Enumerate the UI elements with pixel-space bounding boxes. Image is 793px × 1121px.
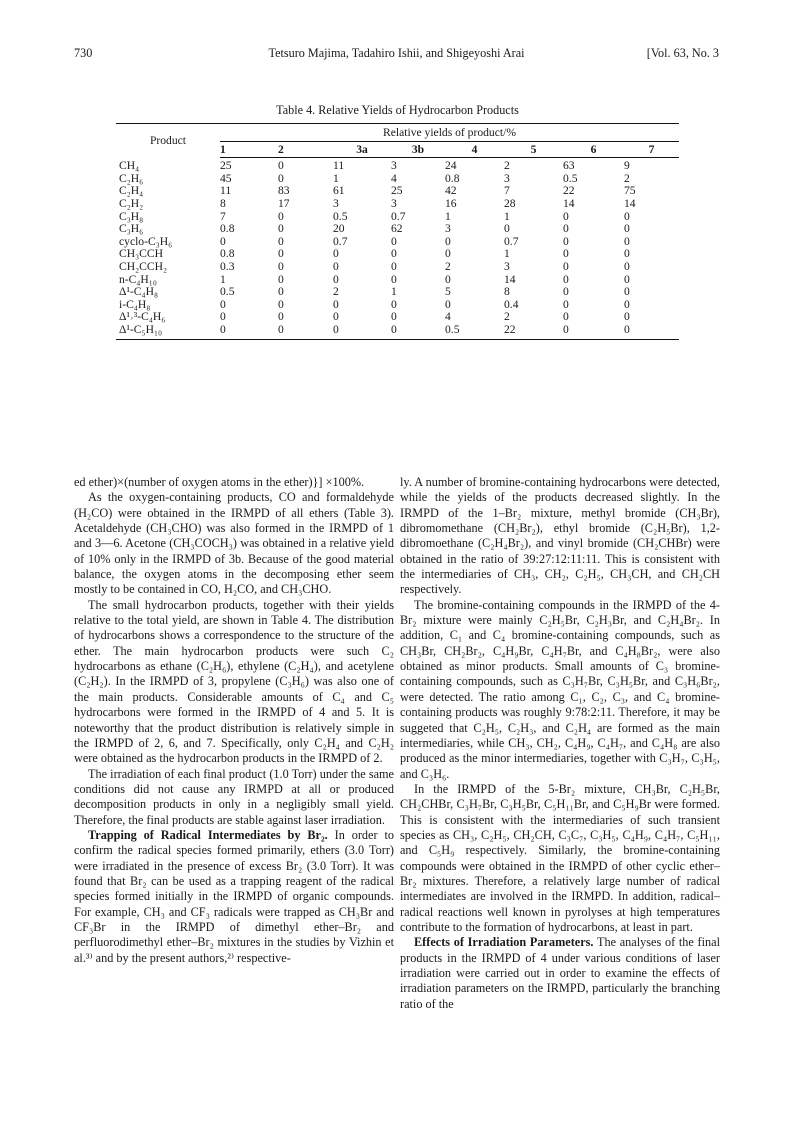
yield-value-cell: 9 (624, 159, 630, 173)
yield-value-cell: 1 (504, 209, 510, 223)
trapping-section-paragraph (74, 828, 394, 966)
yield-value-cell: 0 (278, 171, 284, 185)
yields-table (116, 123, 679, 340)
column-header: 3a (333, 141, 391, 158)
yield-value-cell: 3 (333, 196, 339, 210)
yield-value-cell: 0.5 (563, 171, 578, 185)
product-name-cell: C₃H₈ (119, 209, 144, 223)
yield-value-cell: 22 (563, 184, 575, 198)
yield-value-cell: 0 (333, 272, 339, 286)
yield-value-cell: 0.7 (391, 209, 406, 223)
yield-value-cell: 5 (445, 285, 451, 299)
yield-value-cell: 8 (504, 285, 510, 299)
product-name-cell: Δ¹-C₅H₁₀ (116, 324, 220, 339)
yield-value-cell: 0 (624, 259, 630, 273)
yield-value-cell: 0.8 (445, 171, 460, 185)
paragraph: The irradiation of each final product (1.0 Torr) under the same conditions did not cause any IRMPD at all or produced decomposition products in only in a negligibly small yield. Therefore, the final products are stable against laser irradiation. (74, 766, 394, 827)
yield-value-cell: 0.5 (333, 209, 348, 223)
yield-value-cell: 62 (391, 222, 403, 236)
yield-value-cell: 25 (220, 159, 232, 173)
yield-value-cell: 0 (333, 310, 339, 324)
yield-value-cell: 0 (278, 159, 284, 173)
column-header: 6 (563, 141, 624, 158)
table-row (116, 274, 679, 287)
yield-value-cell: 14 (504, 272, 516, 286)
product-name-cell: CH₄ (119, 158, 140, 172)
yield-value-cell: 17 (278, 196, 290, 210)
yield-value-cell: 0 (391, 234, 397, 248)
yield-value-cell: 0 (333, 247, 339, 261)
yield-value-cell: 0.5 (220, 285, 235, 299)
table-row (116, 236, 679, 249)
yield-value-cell: 0 (563, 222, 569, 236)
yield-value-cell: 2 (504, 310, 510, 324)
yield-value-cell: 0 (278, 297, 284, 311)
column-header: 3b (391, 141, 445, 158)
volume-info: [Vol. 63, No. 3 (646, 46, 719, 60)
yield-value-cell: 0.7 (504, 234, 519, 248)
yield-value-cell: 0 (391, 297, 397, 311)
product-name-cell: CH₃CCH (119, 247, 163, 261)
yield-value-cell: 0 (278, 310, 284, 324)
left-column (74, 475, 394, 966)
table-row (116, 223, 679, 236)
paragraph: As the oxygen-containing products, CO and formaldehyde (H₂CO) were obtained in the IRMPD of all ethers (Table 3). Acetaldehyde (CH₃CHO) was also formed in the IRMPD of 1 and 3—6. Acetone (CH₃COCH₃) was obtained in a relative yield of 10% only in the IRMPD of 3b. Because of the good material balance, the oxygen atoms in the decomposing ether seem mostly to be contained in CO, H₂CO, and CH₃CHO. (74, 490, 394, 597)
yield-value-cell: 0 (624, 324, 679, 339)
yield-value-cell: 83 (278, 184, 290, 198)
yield-value-cell: 22 (504, 324, 563, 339)
yield-value-cell: 7 (220, 209, 226, 223)
yield-value-cell: 0 (445, 234, 451, 248)
effects-section-paragraph (400, 935, 720, 1012)
table-4 (116, 103, 679, 340)
yield-value-cell: 0 (563, 297, 569, 311)
yield-value-cell: 0 (445, 247, 451, 261)
yield-value-cell: 11 (333, 159, 345, 173)
paragraph: The small hydrocarbon products, together with their yields relative to the total yield, are shown in Table 4. The distribution of hydrocarbons shows a correspondence to the structure of the ether. The main hydrocarbon products were such C₂ hydrocarbons as ethane (C₂H₆), ethylene (C₂H₄), and acetylene (C₂H₂). In the IRMPD of 3, propylene (C₃H₆) was also one of the main products. Considerable amounts of C₄ and C₅ hydrocarbons were formed in the IRMPD of 4 and 5. It is noteworthy that the product distribution is relatively simple in the IRMPD of 2, 6, and 7. Specifically, only C₂H₄ and C₂H₂ were obtained as the hydrocarbon products in the IRMPD of 2. (74, 597, 394, 766)
yield-value-cell: 0 (278, 324, 333, 339)
yield-value-cell: 0.8 (220, 222, 235, 236)
paragraph: The bromine-containing compounds in the IRMPD of the 4-Br₂ mixture were mainly C₂H₅Br, C₂H₃Br, and C₂H₄Br₂. In addition, C₁ and C₄ bromine-containing compounds, such as CH₃Br, CH₂Br₂, C₄H₉Br, C₄H₇Br, and C₄H₈Br₂, were also obtained as minor products. Small amounts of C₃ bromine-containing compounds, such as C₃H₇Br, C₃H₅Br, and C₃H₆Br₂, were detected. The ratio among C₁, C₂, C₃, and C₄ bromine-containing products was roughly 9:78:2:11. Therefore, it may be suggeted that C₂H₅, C₂H₃, and C₂H₄ are formed as the main intermediaries, while CH₃, CH₂, C₄H₉, C₄H₇, and C₄H₈ are also produced as the minor intermediaries, together with C₃H₇, C₃H₅, and C₃H₆. (400, 597, 720, 781)
yield-value-cell: 0.5 (445, 324, 504, 339)
yield-value-cell: 2 (624, 171, 630, 185)
yield-value-cell: 0 (445, 297, 451, 311)
yield-value-cell: 0 (624, 310, 630, 324)
yield-value-cell: 0 (391, 324, 445, 339)
yield-value-cell: 0 (391, 310, 397, 324)
yield-value-cell: 0 (563, 324, 624, 339)
paragraph: ly. A number of bromine-containing hydrocarbons were detected, while the yields of the products decreased slightly. In the IRMPD of the 1–Br₂ mixture, methyl bromide (CH₃Br), dibromomethane (CH₂Br₂), ethyl bromide (C₂H₅Br), 1,2-dibromoethane (C₂H₄Br₂), and vinyl bromide (CH₂CHBr) were obtained in the ratio of 39:27:12:11:11. This is consistent with the intermediaries of CH₃, CH₂, C₂H₅, CH₃CH, and CH₂CH respectively. (400, 475, 720, 597)
column-header: 7 (624, 141, 679, 158)
yield-value-cell: 0 (563, 209, 569, 223)
yield-value-cell: 0 (391, 272, 397, 286)
yield-value-cell: 0 (278, 222, 284, 236)
yield-value-cell: 4 (391, 171, 397, 185)
yield-value-cell: 20 (333, 222, 345, 236)
yield-value-cell: 0 (220, 297, 226, 311)
yield-value-cell: 25 (391, 184, 403, 198)
yield-value-cell: 0 (391, 247, 397, 261)
yield-value-cell: 0 (624, 285, 630, 299)
page-number: 730 (74, 46, 93, 60)
yield-value-cell: 0.4 (504, 297, 519, 311)
column-header: 4 (445, 141, 504, 158)
section-heading-effects: Effects of Irradiation Parameters. (414, 935, 594, 950)
relative-yields-header: Relative yields of product/% (220, 124, 679, 142)
table-row (116, 185, 679, 198)
yield-value-cell: 8 (220, 196, 226, 210)
table-row (116, 261, 679, 274)
table-caption: Table 4. Relative Yields of Hydrocarbon Products (276, 103, 519, 117)
yield-value-cell: 1 (220, 272, 226, 286)
product-name-cell: C₂H₆ (119, 171, 144, 185)
yield-value-cell: 2 (333, 285, 339, 299)
yield-value-cell: 0 (391, 259, 397, 273)
yield-value-cell: 0 (220, 234, 226, 248)
yield-value-cell: 0 (624, 297, 630, 311)
column-header: 5 (504, 141, 563, 158)
yield-value-cell: 0 (278, 285, 284, 299)
product-name-cell: Δ¹˒³-C₄H₆ (119, 310, 166, 324)
yield-value-cell: 0 (278, 272, 284, 286)
table-row (116, 248, 679, 261)
yield-value-cell: 3 (445, 222, 451, 236)
running-authors: Tetsuro Majima, Tadahiro Ishii, and Shigeyoshi Arai (268, 46, 525, 60)
yield-value-cell: 1 (445, 209, 451, 223)
table-row (116, 324, 679, 339)
yield-value-cell: 0.3 (220, 259, 235, 273)
yield-value-cell: 0.8 (220, 247, 235, 261)
yield-value-cell: 61 (333, 184, 345, 198)
yield-value-cell: 2 (445, 259, 451, 273)
yield-value-cell: 3 (504, 171, 510, 185)
yield-value-cell: 0 (563, 234, 569, 248)
paragraph-text: The analyses of the final products in the IRMPD of 4 under various conditions of laser irradiation were carried out in order to examine the effects of irradiation parameters on the IRMPD, particularly the branching ratio of the (400, 935, 720, 1011)
yield-value-cell: 0 (220, 324, 278, 339)
yield-value-cell: 1 (391, 285, 397, 299)
yield-value-cell: 0 (624, 272, 630, 286)
yield-value-cell: 0 (504, 222, 510, 236)
section-heading-trapping: Trapping of Radical Intermediates by Br₂. (88, 827, 328, 842)
yield-value-cell: 1 (333, 171, 339, 185)
product-name-cell: i-C₄H₈ (119, 297, 151, 311)
right-column (400, 475, 720, 1012)
product-name-cell: C₃H₆ (119, 222, 144, 236)
table-row (116, 299, 679, 312)
yield-value-cell: 1 (504, 247, 510, 261)
product-name-cell: C₂H₄ (119, 184, 144, 198)
product-name-cell: n-C₄H₁₀ (119, 272, 157, 286)
yield-value-cell: 0.7 (333, 234, 348, 248)
yield-value-cell: 0 (278, 247, 284, 261)
yield-value-cell: 0 (563, 259, 569, 273)
yield-value-cell: 0 (563, 310, 569, 324)
yield-value-cell: 0 (624, 234, 630, 248)
yield-value-cell: 0 (333, 297, 339, 311)
yield-value-cell: 3 (504, 259, 510, 273)
product-name-cell: CH₂CCH₂ (119, 259, 168, 273)
yield-value-cell: 45 (220, 171, 232, 185)
table-row (116, 311, 679, 324)
yield-value-cell: 28 (504, 196, 516, 210)
yield-value-cell: 0 (278, 209, 284, 223)
yield-value-cell: 42 (445, 184, 457, 198)
table-row (116, 158, 679, 173)
yield-value-cell: 24 (445, 159, 457, 173)
running-header (74, 46, 719, 62)
yield-value-cell: 16 (445, 196, 457, 210)
product-name-cell: cyclo-C₃H₆ (119, 234, 173, 248)
column-header: 1 (220, 141, 278, 158)
paragraph: In the IRMPD of the 5-Br₂ mixture, CH₃Br, C₂H₅Br, CH₂CHBr, C₃H₇Br, C₃H₅Br, C₅H₁₁Br, and C₅H₉Br were formed. This is consistent with the intermediaries of such transient species as CH₃, C₂H₅, CH₂CH, C₃C₇, C₃H₅, C₄H₉, C₄H₇, C₅H₁₁, and C₅H₉ respectively. Similarly, the bromine-containing compounds were obtained in the IRMPD of other cyclic ether–Br₂ mixtures. Therefore, a relatively large number of radical intermediates are involved in the IRMPD. In addition, radical–radical reactions well known in pyrolyses at high temperatures contribute to the formation of hydrocarbons, at least in part. (400, 781, 720, 934)
yield-value-cell: 75 (624, 184, 636, 198)
yield-value-cell: 0 (220, 310, 226, 324)
yield-value-cell: 0 (624, 247, 630, 261)
yield-value-cell: 0 (624, 222, 630, 236)
yield-value-cell: 3 (391, 159, 397, 173)
column-header: 2 (278, 141, 333, 158)
yield-value-cell: 7 (504, 184, 510, 198)
yield-value-cell: 0 (333, 259, 339, 273)
yield-value-cell: 0 (624, 209, 630, 223)
product-column-header: Product (116, 124, 220, 158)
yield-value-cell: 0 (278, 259, 284, 273)
yield-value-cell: 0 (278, 234, 284, 248)
product-name-cell: C₂H₂ (119, 196, 144, 210)
yield-value-cell: 0 (333, 324, 391, 339)
product-name-cell: Δ¹-C₄H₈ (119, 285, 158, 299)
yield-value-cell: 0 (563, 285, 569, 299)
yield-value-cell: 11 (220, 184, 232, 198)
table-row (116, 286, 679, 299)
yield-value-cell: 0 (445, 272, 451, 286)
yield-value-cell: 0 (563, 247, 569, 261)
table-row (116, 198, 679, 211)
yield-value-cell: 14 (563, 196, 575, 210)
yield-value-cell: 4 (445, 310, 451, 324)
yield-value-cell: 3 (391, 196, 397, 210)
yield-value-cell: 14 (624, 196, 636, 210)
yield-value-cell: 63 (563, 159, 575, 173)
paragraph-text: In order to confirm the radical species formed primarily, ethers (3.0 Torr) were irradiated in the presence of excess Br₂ (3.0 Torr). It was found that Br₂ can be used as a trapping reagent of the radical species formed initially in the IRMPD of organic compounds. For example, CH₃ and CF₃ radicals were trapped as CH₃Br and CF₃Br in the IRMPD of dimethyl ether–Br₂ and perfluorodimethyl ether–Br₂ mixtures in the studies by Vizhin et al.³⁾ and by the present authors,²⁾ respective- (74, 827, 394, 965)
yield-value-cell: 0 (563, 272, 569, 286)
yield-value-cell: 2 (504, 159, 510, 173)
paragraph: ed ether)×(number of oxygen atoms in the ether)}] ×100%. (74, 475, 365, 489)
table-body (116, 158, 679, 339)
